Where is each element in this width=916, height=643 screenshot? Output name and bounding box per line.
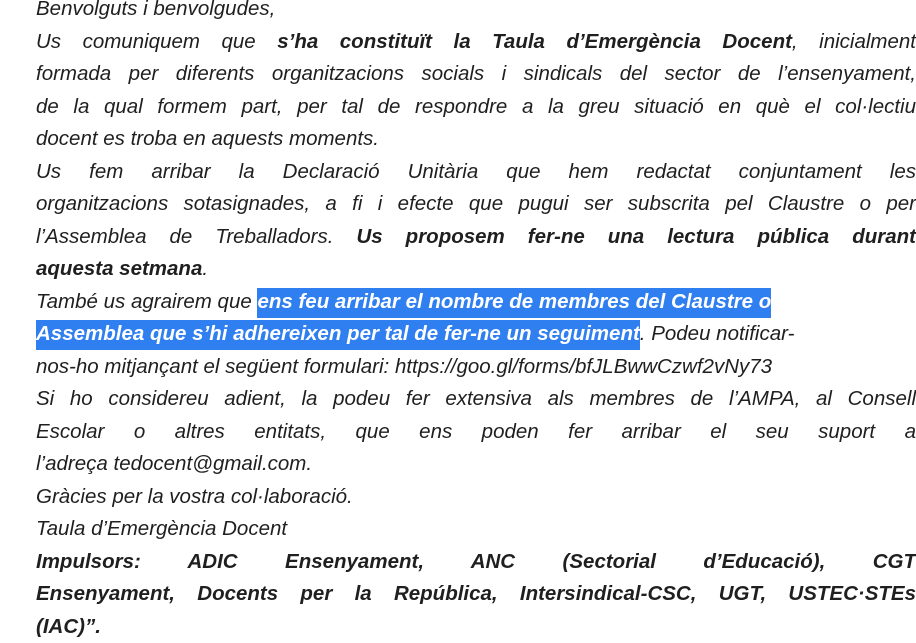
paragraph-1-line-3: de la qual formem part, per tal de respondre a la greu situació en què el col·lectiu bbox=[36, 91, 916, 124]
p4-period: . bbox=[306, 452, 312, 475]
salutation: Benvolguts i benvolgudes, bbox=[36, 0, 916, 26]
p1-bold-announcement: s’ha constituït la Taula d’Emergència Docent bbox=[277, 30, 792, 53]
paragraph-3-line-3 bbox=[36, 351, 916, 384]
promoters-line-1 bbox=[36, 546, 916, 579]
p3-form-intro: nos-ho mitjançant el següent formulari: bbox=[36, 355, 395, 378]
p2-assembly: l’Assemblea de Treballadors. bbox=[36, 225, 356, 248]
signature: Taula d’Emergència Docent bbox=[36, 513, 916, 546]
promoters-text-1: Impulsors: ADIC Ensenyament, ANC (Sectorial d’Educació), CGT bbox=[36, 550, 916, 573]
paragraph-4-line-3 bbox=[36, 448, 916, 481]
form-link[interactable]: https://goo.gl/forms/bfJLBwwCzwf2vNy73 bbox=[395, 355, 772, 378]
paragraph-2-line-4 bbox=[36, 253, 916, 286]
paragraph-3-line-1 bbox=[36, 286, 916, 319]
p1-intro-end: , inicialment bbox=[792, 30, 916, 53]
paragraph-4-line-1: Si ho considereu adient, la podeu fer extensiva als membres de l’AMPA, al Consell bbox=[36, 383, 916, 416]
paragraph-2-line-1: Us fem arribar la Declaració Unitària que hem redactat conjuntament les bbox=[36, 156, 916, 189]
selected-text-part-1[interactable]: ens feu arribar el nombre de membres del Claustre o bbox=[257, 288, 771, 318]
paragraph-2-line-3 bbox=[36, 221, 916, 254]
p4-address: l’adreça bbox=[36, 452, 114, 475]
p3-intro: També us agrairem que bbox=[36, 290, 257, 313]
selected-text-part-2[interactable]: Assemblea que s’hi adhereixen per tal de fer-ne un seguiment bbox=[36, 320, 640, 350]
p1-intro: Us comuniquem que bbox=[36, 30, 277, 53]
thanks-line: Gràcies per la vostra col·laboració. bbox=[36, 481, 916, 514]
paragraph-2-line-2: organitzacions sotasignades, a fi i efecte que pugui ser subscrita pel Claustre o per bbox=[36, 188, 916, 221]
paragraph-1-line-1 bbox=[36, 26, 916, 59]
letter-body bbox=[36, 0, 916, 643]
paragraph-3-line-2 bbox=[36, 318, 916, 351]
promoters-text-3: (IAC)”. bbox=[36, 615, 101, 638]
paragraph-1-line-2: formada per diferents organitzacions socials i sindicals del sector de l’ensenyament, bbox=[36, 58, 916, 91]
paragraph-4-line-2: Escolar o altres entitats, que ens poden fer arribar el seu suport a bbox=[36, 416, 916, 449]
p2-bold-week: aquesta setmana bbox=[36, 257, 202, 280]
email-link[interactable]: tedocent@gmail.com bbox=[114, 452, 307, 475]
promoters-line-2 bbox=[36, 578, 916, 611]
p2-period: . bbox=[202, 257, 208, 280]
promoters-text-2: Ensenyament, Docents per la República, Intersindical-CSC, UGT, USTEC·STEs bbox=[36, 582, 916, 605]
p2-bold-proposal: Us proposem fer-ne una lectura pública durant bbox=[356, 225, 916, 248]
p3-notify: . Podeu notificar- bbox=[640, 322, 795, 345]
promoters-line-3 bbox=[36, 611, 916, 643]
paragraph-1-line-4: docent es troba en aquests moments. bbox=[36, 123, 916, 156]
